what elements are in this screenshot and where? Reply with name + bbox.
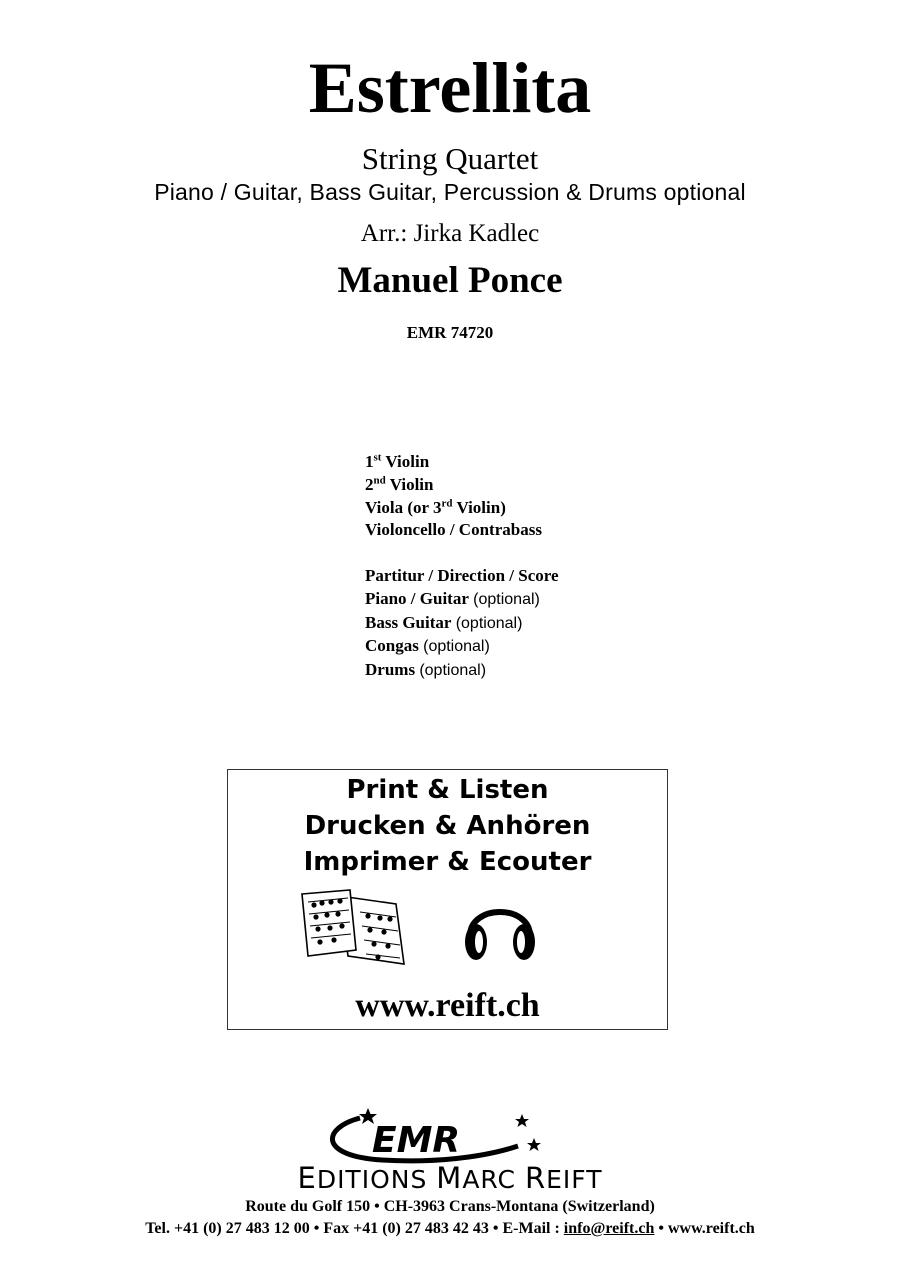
part-item: Congas (optional) — [365, 636, 490, 656]
emr-logo — [312, 1106, 548, 1164]
promo-line-english: Print & Listen — [346, 775, 549, 805]
promo-line-french: Imprimer & Ecouter — [303, 847, 592, 877]
publisher-address: Route du Golf 150 • CH-3963 Crans-Montana (Switzerland) — [245, 1198, 655, 1215]
page-title: Estrellita — [308, 48, 592, 128]
promo-line-german: Drucken & Anhören — [304, 811, 591, 841]
part-item: Viola (or 3rd Violin) — [365, 496, 506, 517]
promo-website-link[interactable]: www.reift.ch — [355, 987, 540, 1024]
part-item: Partitur / Direction / Score — [365, 566, 559, 585]
part-item: Drums (optional) — [365, 660, 487, 680]
composer: Manuel Ponce — [337, 260, 563, 301]
headphones-icon — [462, 890, 538, 966]
publisher-name: EDITIONS MARC REIFT — [297, 1161, 603, 1195]
extra-parts-list — [365, 565, 559, 683]
publisher-contact: Tel. +41 (0) 27 483 12 00 • Fax +41 (0) 27 483 42 43 • E-Mail : info@reift.ch • www.reift.ch — [145, 1220, 755, 1237]
part-item: 2nd Violin — [365, 474, 434, 494]
print-listen-box — [227, 769, 668, 1030]
subtitle: String Quartet — [361, 141, 539, 176]
instrumentation-line: Piano / Guitar, Bass Guitar, Percussion & Drums optional — [154, 179, 746, 205]
string-parts-list — [365, 451, 542, 542]
part-item: Violoncello / Contrabass — [365, 520, 542, 540]
arranger: Arr.: Jirka Kadlec — [360, 220, 540, 247]
emr-logo-text: EMR — [372, 1120, 461, 1161]
catalog-number: EMR 74720 — [406, 323, 494, 342]
part-item: Piano / Guitar (optional) — [365, 588, 540, 608]
sheet-music-icon — [300, 888, 412, 972]
part-item: Bass Guitar (optional) — [365, 612, 523, 632]
part-item: 1st Violin — [365, 451, 430, 471]
email-link[interactable]: info@reift.ch — [563, 1220, 655, 1237]
